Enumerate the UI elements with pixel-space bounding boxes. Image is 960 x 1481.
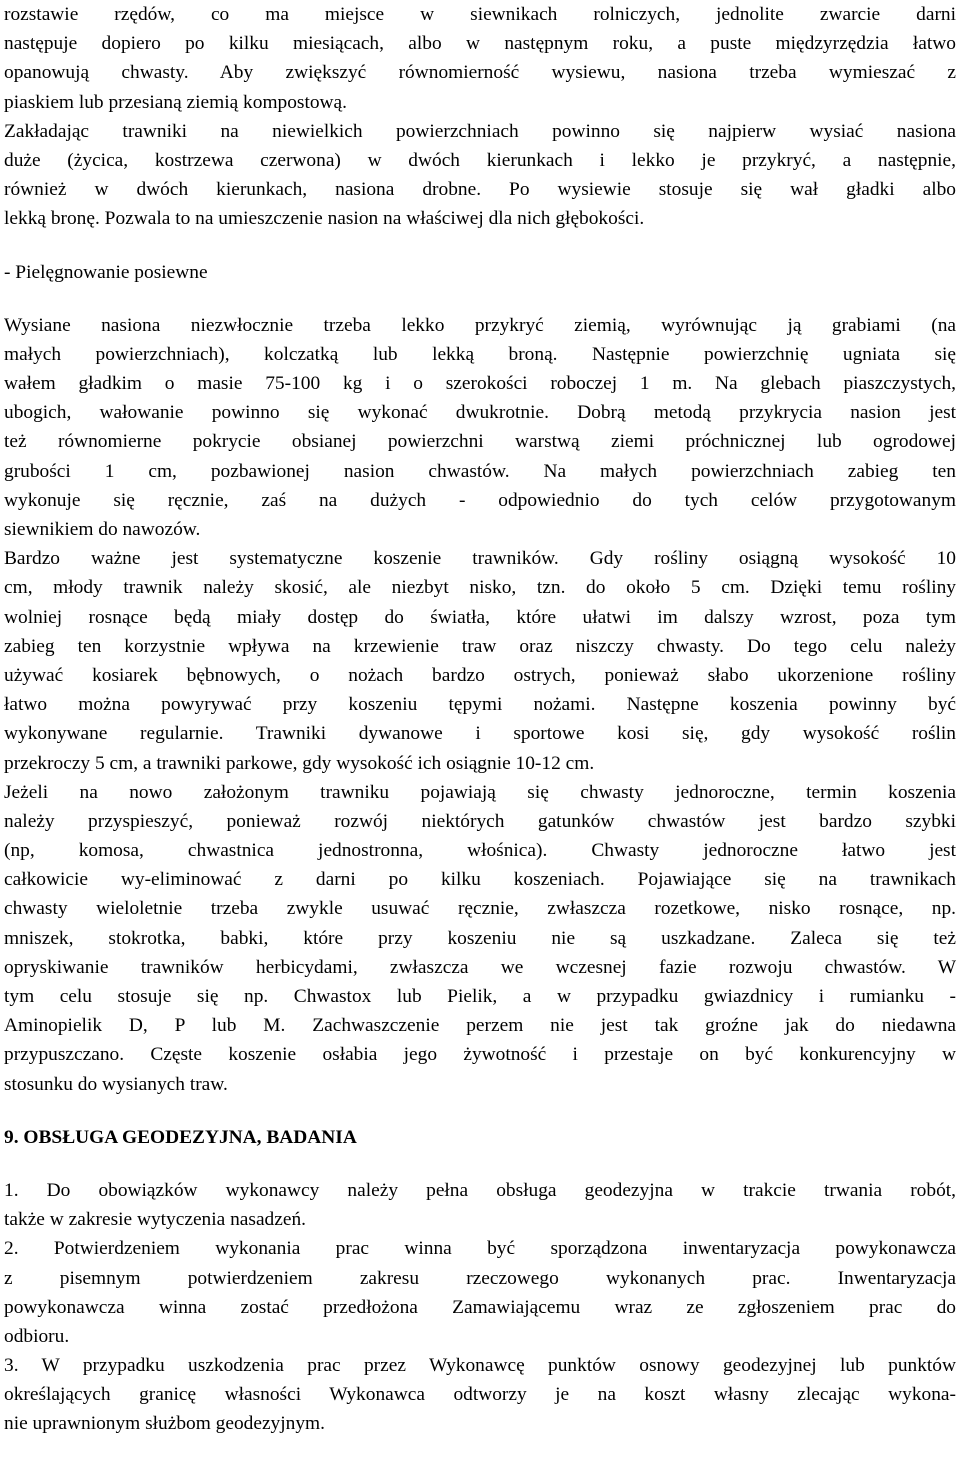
spacer <box>4 287 956 311</box>
text-line: z pisemnym potwierdzeniem zakresu rzeczowego wykonanych prac. Inwentaryzacja <box>4 1267 956 1289</box>
text-line: nie uprawnionym służbom geodezyjnym. <box>4 1413 325 1435</box>
paragraph-care <box>4 311 956 1099</box>
text-line: powykonawcza winna zostać przedłożona Zamawiającemu wraz ze zgłoszeniem prac do <box>4 1296 956 1318</box>
text-line: przekroczy 5 cm, a trawniki parkowe, gdy wysokość ich osiągnie 10-12 cm. <box>4 752 595 774</box>
document-page <box>4 0 956 1439</box>
spacer <box>4 1099 956 1123</box>
text-line: przypuszczano. Częste koszenie osłabia jego żywotność i przestaje on być konkurencyjny w <box>4 1044 956 1066</box>
text-line: wolniej rosnące będą miały dostęp do światła, które ułatwi im dalszy wzrost, poza tym <box>4 606 956 628</box>
text-line: Wysiane nasiona niezwłocznie trzeba lekko przykryć ziemią, wyrównując ją grabiami (na <box>4 314 956 336</box>
subheading-care: - Pielęgnowanie posiewne <box>4 261 208 283</box>
text-line: wykonywane regularnie. Trawniki dywanowe i sportowe kosi się, gdy wysokość roślin <box>4 723 956 745</box>
text-line: 2. Potwierdzeniem wykonania prac winna być sporządzona inwentaryzacja powykonawcza <box>4 1238 956 1260</box>
section-heading: 9. OBSŁUGA GEODEZYJNA, BADANIA <box>4 1126 357 1148</box>
text-line: piaskiem lub przesianą ziemią kompostową. <box>4 91 348 113</box>
text-line: zabieg ten korzystnie wpływa na krzewienie traw oraz niszczy chwasty. Do tego celu należy <box>4 635 956 657</box>
spacer <box>4 1152 956 1176</box>
text-line: chwasty wieloletnie trzeba zwykle usuwać ręcznie, zwłaszcza rozetkowe, nisko rosnące, np. <box>4 898 956 920</box>
text-line: siewnikiem do nawozów. <box>4 519 201 540</box>
text-line: (np, komosa, chwastnica jednostronna, włośnica). Chwasty jednoroczne łatwo jest <box>4 840 956 862</box>
text-line: należy przyspieszyć, ponieważ rozwój niektórych gatunków chwastów jest bardzo szybki <box>4 810 956 832</box>
text-line: wykonuje się ręcznie, zaś na dużych - odpowiednio do tych celów przygotowanym <box>4 489 956 511</box>
text-line: małych powierzchniach), kolczatką lub lekką broną. Następnie powierzchnię ugniata się <box>4 343 956 365</box>
text-line: Jeżeli na nowo założonym trawniku pojawiają się chwasty jednoroczne, termin koszenia <box>4 781 956 803</box>
text-line: wałem gładkim o masie 75-100 kg i o szerokości roboczej 1 m. Na glebach piaszczystych, <box>4 373 956 395</box>
text-line: Zakładając trawniki na niewielkich powierzchniach powinno się najpierw wysiać nasiona <box>4 120 956 142</box>
paragraph-sowing <box>4 0 956 234</box>
text-line: opanowują chwasty. Aby zwiększyć równomierność wysiewu, nasiona trzeba wymieszać z <box>4 62 956 84</box>
text-line: Aminopielik D, P lub M. Zachwaszczenie perzem nie jest tak groźne jak do niedawna <box>4 1015 956 1037</box>
text-line: całkowicie wy-eliminować z darni po kilku koszeniach. Pojawiające się na trawnikach <box>4 869 956 891</box>
text-line: opryskiwanie trawników herbicydami, zwłaszcza we wczesnej fazie rozwoju chwastów. W <box>4 956 956 978</box>
text-line: rozstawie rzędów, co ma miejsce w siewnikach rolniczych, jednolite zwarcie darni <box>4 4 956 25</box>
text-line: stosunku do wysianych traw. <box>4 1073 228 1095</box>
text-line: używać kosiarek bębnowych, o nożach bardzo ostrych, ponieważ słabo ukorzenione rośliny <box>4 664 956 686</box>
text-line: cm, młody trawnik należy skosić, ale niezbyt nisko, tzn. do około 5 cm. Dzięki temu rośliny <box>4 577 956 599</box>
text-line: 1. Do obowiązków wykonawcy należy pełna obsługa geodezyjna w trakcie trwania robót, <box>4 1179 956 1201</box>
text-line: ubogich, wałowanie powinno się wykonać dwukrotnie. Dobrą metodą przykrycia nasion jest <box>4 402 956 424</box>
text-line: lekką bronę. Pozwala to na umieszczenie nasion na właściwej dla nich głębokości. <box>4 208 645 230</box>
paragraph-geodesy <box>4 1176 956 1439</box>
text-line: grubości 1 cm, pozbawionej nasion chwastów. Na małych powierzchniach zabieg ten <box>4 460 956 482</box>
text-line: także w zakresie wytyczenia nasadzeń. <box>4 1209 307 1231</box>
text-line: Bardzo ważne jest systematyczne koszenie trawników. Gdy rośliny osiągną wysokość 10 <box>4 548 956 570</box>
spacer <box>4 234 956 258</box>
text-line: duże (życica, kostrzewa czerwona) w dwóch kierunkach i lekko je przykryć, a następnie, <box>4 149 956 171</box>
text-line: mniszek, stokrotka, babki, które przy koszeniu nie są uszkadzane. Zaleca się też <box>4 927 956 949</box>
text-line: następuje dopiero po kilku miesiącach, albo w następnym roku, a puste międzyrzędzia łatwo <box>4 33 956 55</box>
text-line: też równomierne pokrycie obsianej powierzchni warstwą ziemi próchnicznej lub ogrodowej <box>4 431 956 453</box>
text-line: odbioru. <box>4 1325 70 1347</box>
text-line: również w dwóch kierunkach, nasiona drobne. Po wysiewie stosuje się wał gładki albo <box>4 179 956 201</box>
text-line: łatwo można powyrywać przy koszeniu tępymi nożami. Następne koszenia powinny być <box>4 694 956 716</box>
text-line: tym celu stosuje się np. Chwastox lub Pielik, a w przypadku gwiazdnicy i rumianku - <box>4 986 956 1007</box>
text-line: 3. W przypadku uszkodzenia prac przez Wykonawcę punktów osnowy geodezyjnej lub punktów <box>4 1355 956 1377</box>
text-line: określających granicę własności Wykonawca odtworzy je na koszt własny zlecając wykona- <box>4 1384 956 1406</box>
